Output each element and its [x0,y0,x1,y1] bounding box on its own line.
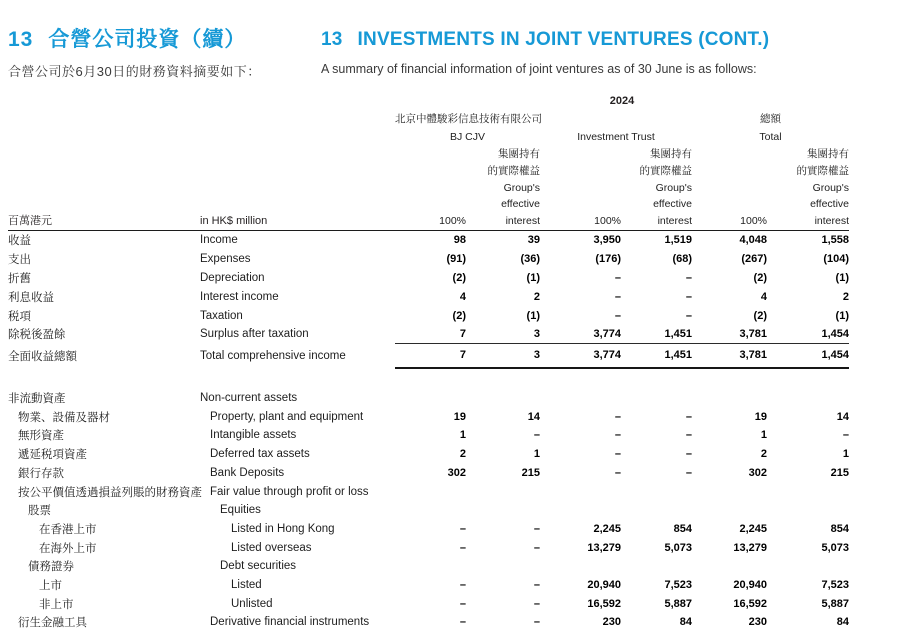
section-gap [8,369,849,389]
cell-value: 1,451 [621,325,692,344]
cell-value: 1,519 [664,234,692,247]
group-bjcjv-name-en: BJ CJV [449,131,485,143]
cell-value: 1,558 [821,234,849,247]
cell-value: 302 [447,466,466,479]
row-label-zh: 債務證券 [28,561,74,574]
subheader-row [8,146,849,230]
table-row [8,325,849,344]
section-subtitle-en: A summary of financial information of joint ventures as of 30 June is as follows: [321,62,757,76]
cell-value: 215 [830,466,849,479]
cell-value: 5,073 [821,541,849,554]
row-label-zh: 税項 [8,310,31,323]
financial-table [8,92,849,632]
cell-value: (1) [835,271,849,284]
table-row [8,557,849,576]
row-label-zh: 銀行存款 [18,467,64,480]
row-label-en: Listed overseas [231,541,312,554]
cell-value: 230 [602,616,621,629]
row-label-en: Equities [220,504,261,517]
cell-value: 14 [836,410,849,423]
cell-value: 5,073 [664,541,692,554]
section-subtitle-zh: 合營公司於6月30日的財務資料摘要如下： [8,64,261,79]
row-label-en: Debt securities [220,560,297,573]
row-label-zh: 上市 [39,579,62,592]
row-label-en: Interest income [200,290,279,303]
cell-value: – [614,290,621,303]
cell-value: (2) [753,271,767,284]
row-label-en: Property, plant and equipment [210,410,364,423]
cell-value: – [842,429,849,442]
cell-value: – [614,466,621,479]
section-title-text-zh: 合營公司投資（續） [48,28,247,51]
cell-value: – [614,429,621,442]
table-row [8,250,849,269]
cell-value: (2) [452,271,466,284]
row-label-en: Listed in Hong Kong [231,522,335,535]
cell-value: (267) [741,253,767,266]
row-label-zh: 按公平價值透過損益列賬的財務資產 [18,486,202,499]
cell-value: 7,523 [821,578,849,591]
cell-value: – [614,448,621,461]
unit-label-zh: 百萬港元 [8,215,52,228]
cell-value: (2) [452,309,466,322]
row-label-en: Listed [231,578,262,591]
cell-value: – [533,522,540,535]
cell-value: 302 [748,466,767,479]
group-names-en-row [8,128,849,146]
cell-value: 3,781 [692,325,767,344]
cell-value: 4 [459,290,466,303]
cell-value: 1 [842,448,849,461]
row-label-en: Income [200,234,238,247]
row-label-zh: 衍生金融工具 [18,617,87,630]
cell-value: – [459,597,466,610]
table-row [8,594,849,613]
group-total-name-en: Total [759,131,782,143]
table-body [8,231,849,632]
year-label: 2024 [609,95,635,107]
cell-value: (68) [672,253,692,266]
row-label-en: Non-current assets [200,392,298,405]
group-names-zh-row [8,110,849,128]
cell-value: 16,592 [733,597,767,610]
table-row [8,231,849,250]
cell-value: 2,245 [593,522,621,535]
cell-value: 1,451 [621,344,692,369]
cell-value: 5,887 [821,597,849,610]
cell-value: (91) [446,253,466,266]
table-row [8,389,849,408]
cell-value: 230 [748,616,767,629]
cell-value: (1) [526,271,540,284]
cell-value: 20,940 [733,578,767,591]
section-title-text-en: INVESTMENTS IN JOINT VENTURES (CONT.) [357,29,770,50]
table-row [8,445,849,464]
cell-value: 3,781 [692,344,767,369]
unit-label-en: in HK$ million [200,215,268,228]
cell-value: 1,454 [767,325,849,344]
table-row [8,287,849,306]
cell-value: 854 [673,522,692,535]
cell-value: 3,774 [540,325,621,344]
cell-value: – [685,271,692,284]
cell-value: 5,887 [664,597,692,610]
cell-value: 3,950 [593,234,621,247]
cell-value: – [459,616,466,629]
cell-value: – [614,309,621,322]
cell-value: – [459,578,466,591]
row-label-zh: 折舊 [8,272,31,285]
row-label-en: Total comprehensive income [200,350,346,363]
row-label-zh: 支出 [8,254,31,267]
table-header [8,92,849,231]
cell-value: (176) [595,253,621,266]
cell-value: – [685,309,692,322]
row-label-en: Deferred tax assets [210,448,310,461]
col-100pct-total: 100% [740,215,767,228]
group-investment-trust-name-en: Investment Trust [577,131,655,143]
row-label-zh: 在香港上市 [39,523,97,536]
cell-value: 3 [466,344,540,369]
cell-value: (1) [526,309,540,322]
cell-value: 1 [459,429,466,442]
cell-value: – [685,410,692,423]
cell-value: (104) [823,253,849,266]
cell-value: 3 [466,325,540,344]
cell-value: – [685,448,692,461]
page-headings [8,28,904,92]
row-label-zh: 除税後盈餘 [8,329,66,342]
table-row [8,426,849,445]
cell-value: 2 [842,290,849,303]
cell-value: 16,592 [587,597,621,610]
cell-value: 84 [679,616,692,629]
table-row [8,306,849,325]
row-label-zh: 無形資產 [18,430,64,443]
cell-value: 13,279 [587,541,621,554]
col-effective-interest-bjcjv: 集團持有 的實際權益 Group's effective interest [487,148,540,228]
row-label-zh: 非流動資產 [8,393,66,406]
cell-value: 13,279 [733,541,767,554]
cell-value: (1) [835,309,849,322]
row-label-en: Taxation [200,309,243,322]
cell-value: – [614,271,621,284]
row-label-zh: 物業、設備及器材 [18,411,110,424]
section-title-en [321,28,901,52]
row-label-en: Surplus after taxation [200,328,309,341]
cell-value: – [533,616,540,629]
cell-value: 7,523 [664,578,692,591]
cell-value: 19 [754,410,767,423]
cell-value: 20,940 [587,578,621,591]
row-label-zh: 收益 [8,235,31,248]
cell-value: 84 [836,616,849,629]
cell-value: 854 [830,522,849,535]
row-label-en: Fair value through profit or loss [210,485,369,498]
section-number-en: 13 [321,29,343,50]
table-row [8,482,849,501]
row-label-en: Bank Deposits [210,466,285,479]
table-row [8,576,849,595]
col-effective-interest-total: 集團持有 的實際權益 Group's effective interest [796,148,849,228]
table-row [8,613,849,632]
cell-value: 39 [527,234,540,247]
cell-value: 215 [521,466,540,479]
cell-value: 4,048 [739,234,767,247]
cell-value: 1 [760,429,767,442]
row-label-zh: 在海外上市 [39,542,97,555]
cell-value: 2 [533,290,540,303]
cell-value: – [614,410,621,423]
cell-value: 19 [453,410,466,423]
row-label-zh: 利息收益 [8,291,54,304]
cell-value: 3,774 [540,344,621,369]
cell-value: 7 [395,344,466,369]
cell-value: – [685,290,692,303]
cell-value: – [459,541,466,554]
cell-value: 2,245 [739,522,767,535]
row-label-en: Intangible assets [210,429,297,442]
table-section [8,389,849,632]
col-100pct-bjcjv: 100% [439,215,466,228]
cell-value: 4 [760,290,767,303]
table-row [8,464,849,483]
section-title-zh [8,28,308,52]
table-row [8,269,849,288]
heading-chinese [8,28,308,80]
row-label-zh: 全面收益總額 [8,351,77,364]
row-label-zh: 股票 [28,505,51,518]
table-section [8,231,849,369]
row-label-en: Unlisted [231,597,273,610]
cell-value: – [533,541,540,554]
table-row [8,520,849,539]
table-row [8,538,849,557]
table-row [8,407,849,426]
cell-value: 98 [453,234,466,247]
cell-value: (36) [520,253,540,266]
col-effective-interest-investment-trust: 集團持有 的實際權益 Group's effective interest [639,148,692,228]
cell-value: – [533,578,540,591]
cell-value: – [533,597,540,610]
section-number-zh: 13 [8,28,34,51]
cell-value: 2 [760,448,767,461]
heading-english [321,28,901,76]
table-row [8,344,849,369]
row-label-en: Depreciation [200,271,265,284]
cell-value: – [533,429,540,442]
table-row [8,501,849,520]
year-row [8,92,849,110]
cell-value: 1,454 [767,344,849,369]
group-bjcjv-name-zh: 北京中體駿彩信息技術有限公司 [395,113,542,125]
row-label-zh: 遞延税項資產 [18,449,87,462]
cell-value: (2) [753,309,767,322]
col-100pct-investment-trust: 100% [594,215,621,228]
row-label-zh: 非上市 [39,598,74,611]
cell-value: 2 [459,448,466,461]
cell-value: – [685,466,692,479]
cell-value: – [459,522,466,535]
cell-value: 7 [395,325,466,344]
cell-value: – [685,429,692,442]
group-total-name-zh: 總額 [760,113,781,125]
row-label-en: Expenses [200,253,251,266]
cell-value: 14 [527,410,540,423]
cell-value: 1 [533,448,540,461]
row-label-en: Derivative financial instruments [210,616,370,629]
